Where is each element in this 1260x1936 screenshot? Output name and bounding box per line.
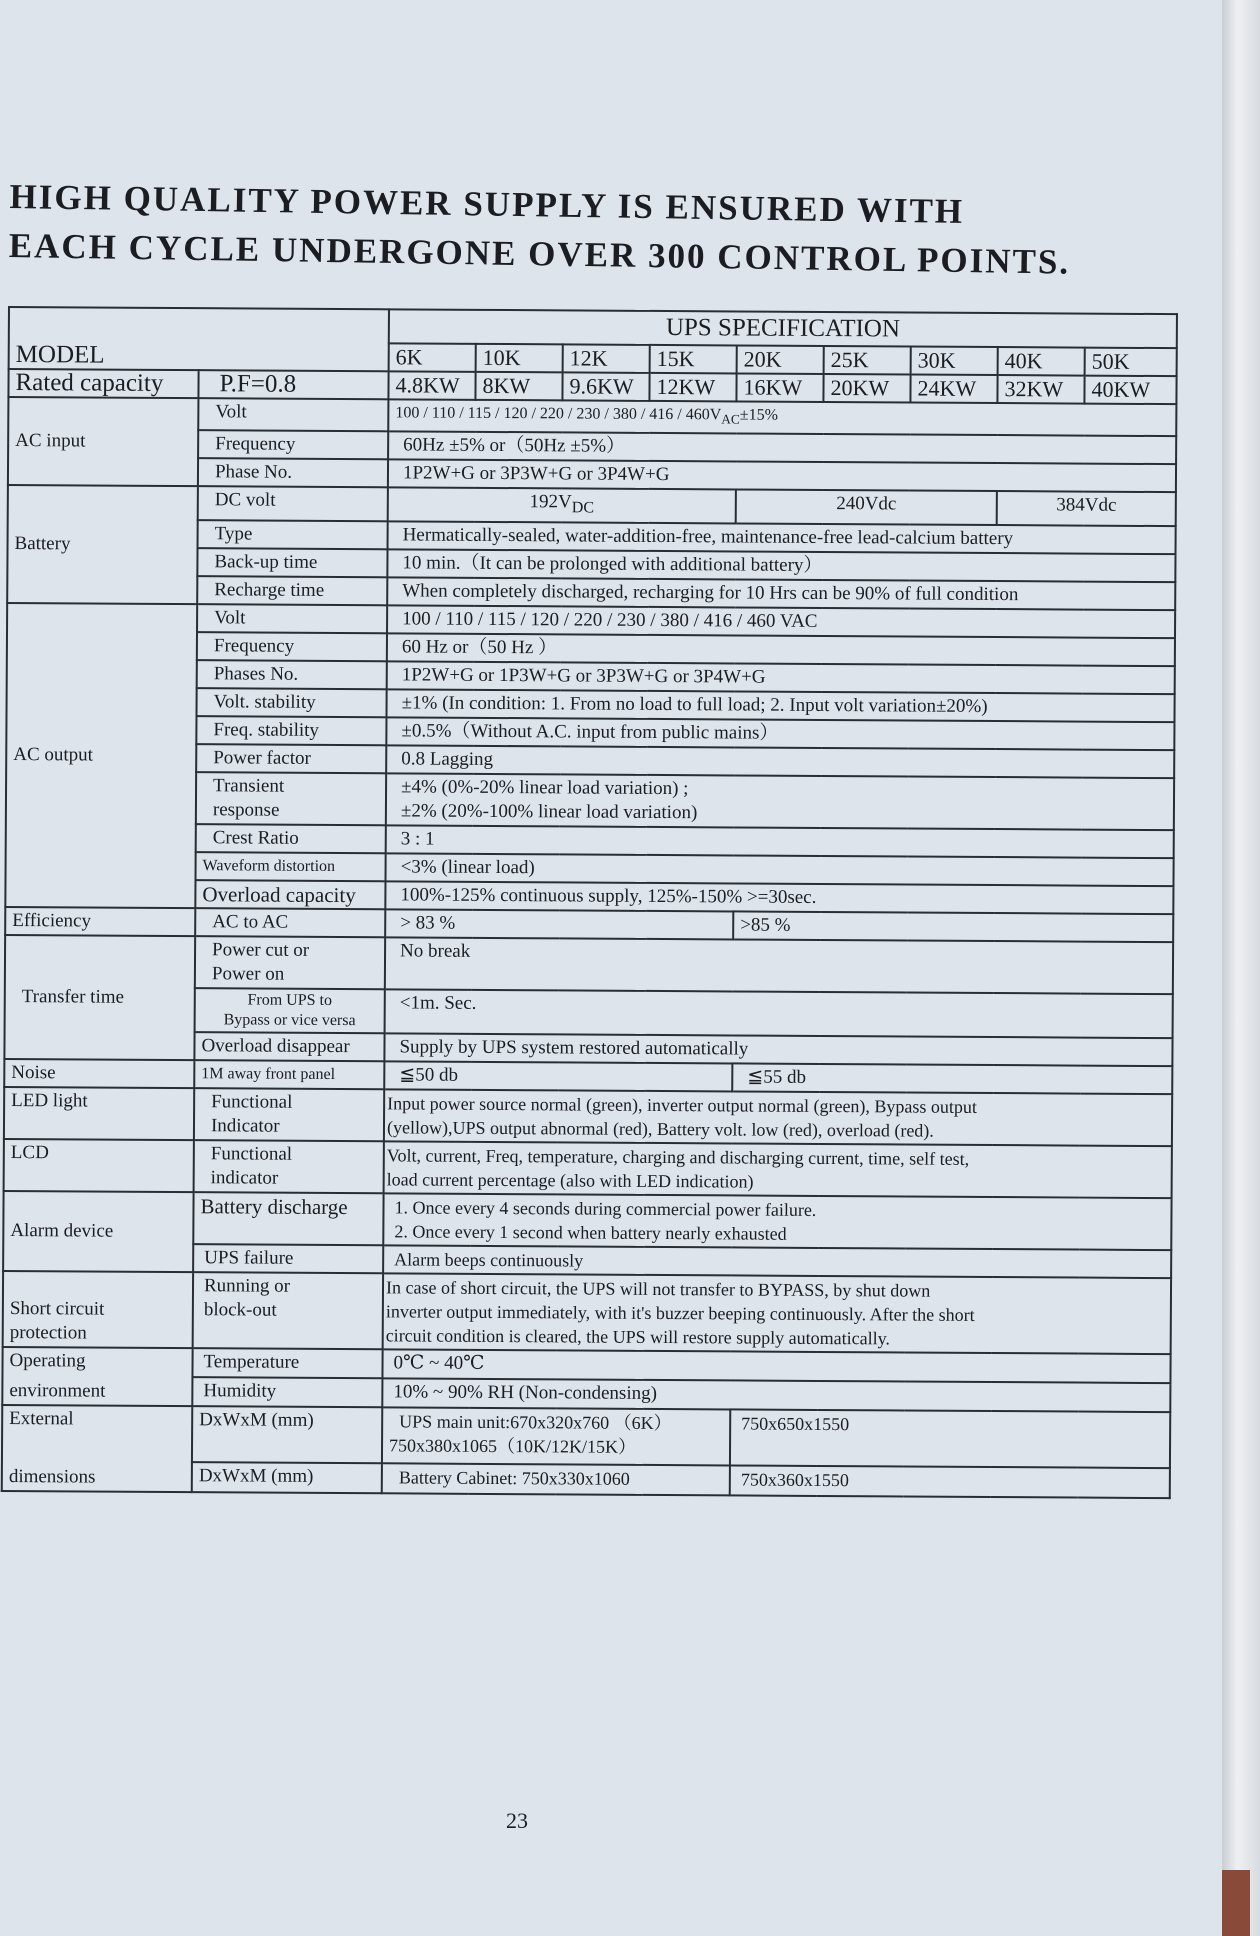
ac-output-power-factor-label: Power factor: [196, 744, 386, 773]
table-row: [8, 485, 1176, 526]
headline-line-1: HIGH QUALITY POWER SUPPLY IS ENSURED WITH: [9, 176, 965, 231]
led-sub-label: Functional Indicator: [194, 1088, 384, 1141]
model-15k: 15K: [650, 345, 737, 374]
model-50k: 50K: [1085, 348, 1177, 377]
transfer-overload-label: Overload disappear: [194, 1032, 384, 1061]
ac-output-crest-label: Crest Ratio: [196, 824, 386, 853]
table-row: [3, 1191, 1171, 1250]
noise-value-2: ≦55 db: [732, 1063, 1172, 1094]
alarm-battery-label: Battery discharge: [193, 1192, 383, 1245]
ac-output-volt-label: Volt: [197, 604, 387, 633]
spec-table-wrapper: [1, 306, 1176, 1499]
ac-input-frequency-value: 60Hz ±5% or（50Hz ±5%）: [388, 432, 1176, 465]
alarm-battery-value: 1. Once every 4 seconds during commercial power failure. 2. Once every 1 second when battery nearly exhausted: [383, 1193, 1171, 1250]
ac-output-volt-stability-value: ±1% (In condition: 1. From no load to full load; 2. Input volt variation±20%): [387, 689, 1175, 722]
ac-output-volt-stability-label: Volt. stability: [196, 688, 386, 717]
battery-dc-192: $192V_{DC}$: [388, 488, 736, 524]
short-circuit-sub-label: Running or block-out: [193, 1272, 383, 1349]
efficiency-value-1: > 83 %: [385, 909, 733, 939]
title-row: [9, 307, 1177, 348]
table-row: [4, 1139, 1172, 1198]
temperature-value: 0℃ ~ 40℃: [382, 1349, 1170, 1383]
battery-backup-label: Back-up time: [197, 548, 387, 577]
dimension-cabinet-value: Battery Cabinet: 750x330x1060: [382, 1463, 730, 1495]
transfer-time-label: Transfer time: [4, 935, 195, 1060]
capacity-30k: 24KW: [910, 375, 997, 404]
ac-output-waveform-label: Waveform distortion: [195, 852, 385, 881]
dimension-main-large-value: 750x650x1550: [730, 1409, 1170, 1468]
ac-output-phases-label: Phases No.: [197, 660, 387, 689]
ac-output-volt-value: 100 / 110 / 115 / 120 / 220 / 230 / 380 / 416 / 460 VAC: [387, 605, 1175, 638]
ups-specification-table: [1, 306, 1178, 1499]
transfer-power-cut-value: No break: [385, 937, 1173, 994]
ac-output-crest-value: 3 : 1: [386, 825, 1174, 858]
model-25k: 25K: [824, 346, 911, 375]
background-surface: [1222, 1870, 1250, 1936]
model-40k: 40K: [998, 347, 1085, 376]
humidity-value: 10% ~ 90% RH (Non-condensing): [382, 1378, 1170, 1412]
noise-label: Noise: [4, 1059, 194, 1088]
model-label: MODEL: [9, 307, 389, 371]
model-20k: 20K: [737, 345, 824, 374]
transfer-power-cut-label: Power cut or Power on: [195, 936, 385, 989]
model-12k: 12K: [563, 344, 650, 373]
battery-label: Battery: [7, 485, 198, 604]
capacity-12k: 9.6KW: [562, 372, 649, 401]
headline-line-2: EACH CYCLE UNDERGONE OVER 300 CONTROL POINTS.: [8, 225, 1071, 282]
table-row: [2, 1347, 1170, 1383]
operating-environment-label: Operating environment: [2, 1347, 192, 1406]
model-30k: 30K: [911, 347, 998, 376]
ac-output-overload-value: 100%-125% continuous supply, 125%-150% >=30sec.: [385, 881, 1173, 914]
table-row: [7, 603, 1175, 638]
capacity-50k: 40KW: [1084, 376, 1176, 405]
efficiency-label: Efficiency: [5, 907, 195, 936]
external-dimensions-label: External dimensions: [2, 1405, 193, 1492]
short-circuit-value: In case of short circuit, the UPS will not transfer to BYPASS, by shut down inverter output immediately, with it's buzzer beeping continuously. After the short circuit condition is cleared, the UPS will restore supply automatically.: [383, 1273, 1171, 1354]
power-factor-label: P.F=0.8: [198, 370, 388, 399]
battery-dc-volt-label: DC volt: [198, 486, 388, 521]
battery-type-label: Type: [198, 520, 388, 549]
table-row: [5, 935, 1173, 994]
lcd-sub-label: Functional indicator: [194, 1140, 384, 1193]
battery-type-value: Hermatically-sealed, water-addition-free, maintenance-free lead-calcium battery: [388, 521, 1176, 554]
efficiency-sub-label: AC to AC: [195, 908, 385, 937]
led-label: LED light: [4, 1087, 194, 1140]
capacity-6k: 4.8KW: [388, 371, 475, 400]
short-circuit-label: Short circuit protection: [3, 1271, 193, 1348]
ac-input-phase-label: Phase No.: [198, 458, 388, 487]
transfer-ups-bypass-label: From UPS to Bypass or vice versa: [195, 988, 385, 1033]
ac-output-frequency-value: 60 Hz or（50 Hz ）: [387, 633, 1175, 666]
transfer-overload-value: Supply by UPS system restored automatically: [384, 1033, 1172, 1066]
battery-recharge-value: When completely discharged, recharging for 10 Hrs can be 90% of full condition: [387, 577, 1175, 610]
battery-dc-240: 240Vdc: [736, 490, 997, 525]
ac-input-volt-value: $100 / 110 / 115 / 120 / 220 / 230 / 380 / 416 / 460V_{AC}\pm 15\%$: [388, 399, 1176, 436]
efficiency-value-2: >85 %: [733, 911, 1173, 942]
ac-output-transient-value: ±4% (0%-20% linear load variation) ; ±2% (20%-100% linear load variation): [386, 773, 1174, 830]
ac-output-frequency-label: Frequency: [197, 632, 387, 661]
table-row: [8, 397, 1176, 436]
capacity-15k: 12KW: [649, 373, 736, 402]
ac-output-transient-label: Transient response: [196, 772, 386, 825]
lcd-value: Volt, current, Freq, temperature, charging and discharging current, time, self test, load current percentage (also with LED indication): [384, 1141, 1172, 1198]
ac-output-phases-value: 1P2W+G or 1P3W+G or 3P3W+G or 3P4W+G: [387, 661, 1175, 694]
transfer-ups-bypass-value: <1m. Sec.: [385, 989, 1173, 1038]
paper-edge: [1222, 0, 1260, 1936]
ac-input-phase-value: 1P2W+G or 3P3W+G or 3P4W+G: [388, 460, 1176, 493]
alarm-ups-failure-value: Alarm beeps continuously: [383, 1245, 1171, 1278]
capacity-10k: 8KW: [475, 372, 562, 401]
ac-input-volt-label: Volt: [198, 398, 388, 431]
headline: [8, 172, 1189, 289]
ac-output-waveform-value: <3% (linear load): [386, 853, 1174, 886]
dimension-main-label: DxWxM (mm): [192, 1406, 382, 1463]
lcd-label: LCD: [4, 1139, 194, 1192]
ac-input-label: AC input: [8, 397, 199, 486]
noise-sub-label: 1M away front panel: [194, 1060, 384, 1089]
alarm-ups-failure-label: UPS failure: [193, 1244, 383, 1273]
battery-backup-value: 10 min.（It can be prolonged with additional battery）: [387, 549, 1175, 582]
ac-output-label: AC output: [5, 603, 197, 908]
model-10k: 10K: [476, 344, 563, 373]
capacity-20k: 16KW: [736, 373, 823, 402]
ac-input-frequency-label: Frequency: [198, 430, 388, 459]
dimension-main-value: UPS main unit:670x320x760 （6K） 750x380x1065（10K/12K/15K）: [382, 1407, 730, 1465]
capacity-40k: 32KW: [997, 375, 1084, 404]
model-6k: 6K: [389, 343, 476, 372]
table-row: [2, 1405, 1170, 1468]
alarm-label: Alarm device: [3, 1191, 193, 1272]
table-title: UPS SPECIFICATION: [389, 309, 1177, 348]
noise-value-1: ≦50 db: [384, 1061, 732, 1091]
battery-dc-384: 384Vdc: [997, 491, 1176, 526]
ac-output-power-factor-value: 0.8 Lagging: [386, 745, 1174, 778]
battery-recharge-label: Recharge time: [197, 576, 387, 605]
temperature-label: Temperature: [192, 1348, 382, 1378]
ac-output-freq-stability-label: Freq. stability: [196, 716, 386, 745]
table-row: [3, 1271, 1171, 1354]
led-value: Input power source normal (green), inverter output normal (green), Bypass output (yellow),UPS output abnormal (red), Battery volt. low (red), overload (red).: [384, 1089, 1172, 1146]
rated-capacity-label: Rated capacity: [8, 369, 198, 398]
humidity-label: Humidity: [192, 1377, 382, 1407]
dimension-cabinet-label: DxWxM (mm): [192, 1462, 382, 1493]
ac-output-freq-stability-value: ±0.5%（Without A.C. input from public mains）: [386, 717, 1174, 750]
page-number: 23: [506, 1808, 528, 1833]
table-row: [4, 1087, 1172, 1146]
ac-output-overload-label: Overload capacity: [195, 880, 385, 909]
dimension-cabinet-large-value: 750x360x1550: [730, 1465, 1170, 1498]
capacity-25k: 20KW: [823, 374, 910, 403]
